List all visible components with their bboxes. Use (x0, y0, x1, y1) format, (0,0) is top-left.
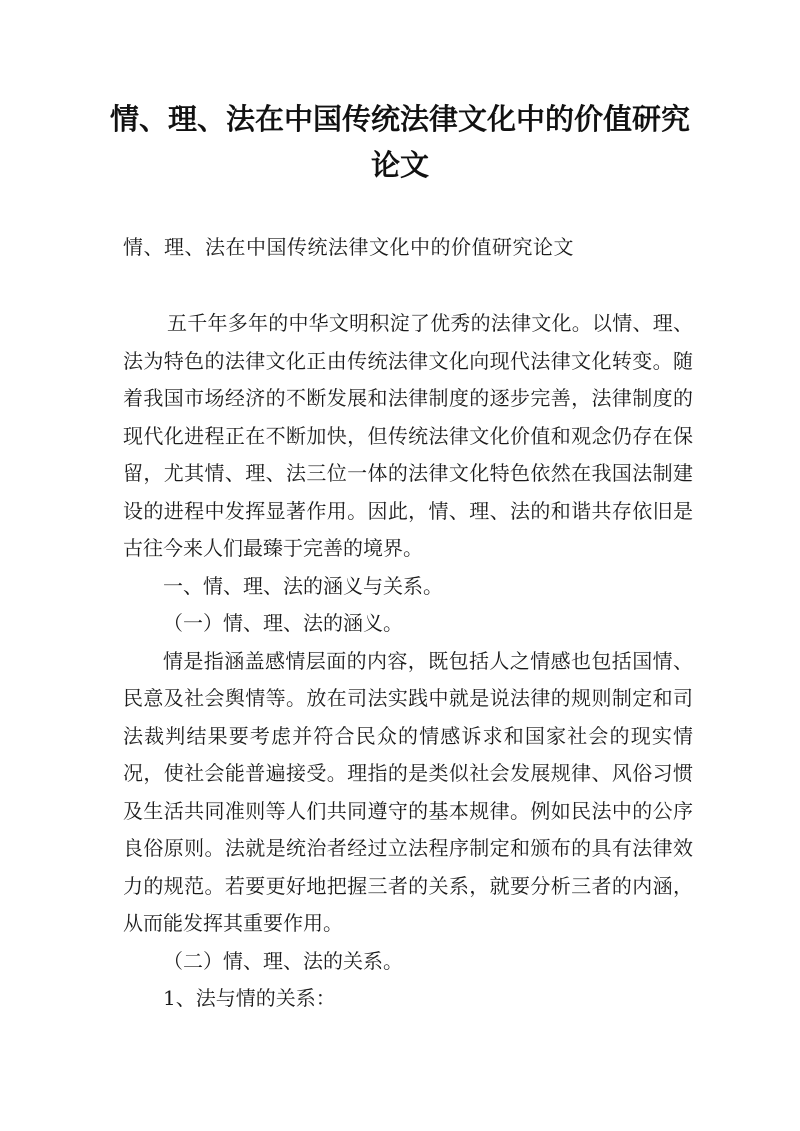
subsection-heading: （一）情、理、法的涵义。 (163, 611, 403, 635)
section-heading: 一、情、理、法的涵义与关系。 (163, 573, 443, 598)
document-title: 情、理、法在中国传统法律文化中的价值研究论文 (109, 102, 690, 182)
document-subtitle: 情、理、法在中国传统法律文化中的价值研究论文 (123, 235, 574, 259)
item-heading: 1、法与情的关系： (163, 986, 336, 1010)
definition-paragraph: 情是指涵盖感情层面的内容，既包括人之情感也包括国情、民意及社会舆情等。放在司法实践中就是说法律的规则制定和司法裁判结果要考虑并符合民众的情感诉求和国家社会的现实情况，使社会能普遍接受。理指的是类似社会发展规律、风俗习惯及生活共同准则等人们共同遵守的基本规律。例如民法中的公序良俗原则。法就是统治者经过立法程序制定和颁布的具有法律效力的规范。若要更好地把握三者的关系，就要分析三者的内涵，从而能发挥其重要作用。 (123, 648, 693, 935)
intro-paragraph: 五千年多年的中华文明积淀了优秀的法律文化。以情、理、法为特色的法律文化正由传统法律文化向现代法律文化转变。随着我国市场经济的不断发展和法律制度的逐步完善，法律制度的现代化进程正在不断加快，但传统法律文化价值和观念仍存在保留，尤其情、理、法三位一体的法律文化特色依然在我国法制建设的进程中发挥显著作用。因此，情、理、法的和谐共存依旧是古往今来人们最臻于完善的境界。 (123, 311, 693, 560)
document-body (123, 305, 693, 1018)
subsection-heading: （二）情、理、法的关系。 (163, 948, 403, 973)
